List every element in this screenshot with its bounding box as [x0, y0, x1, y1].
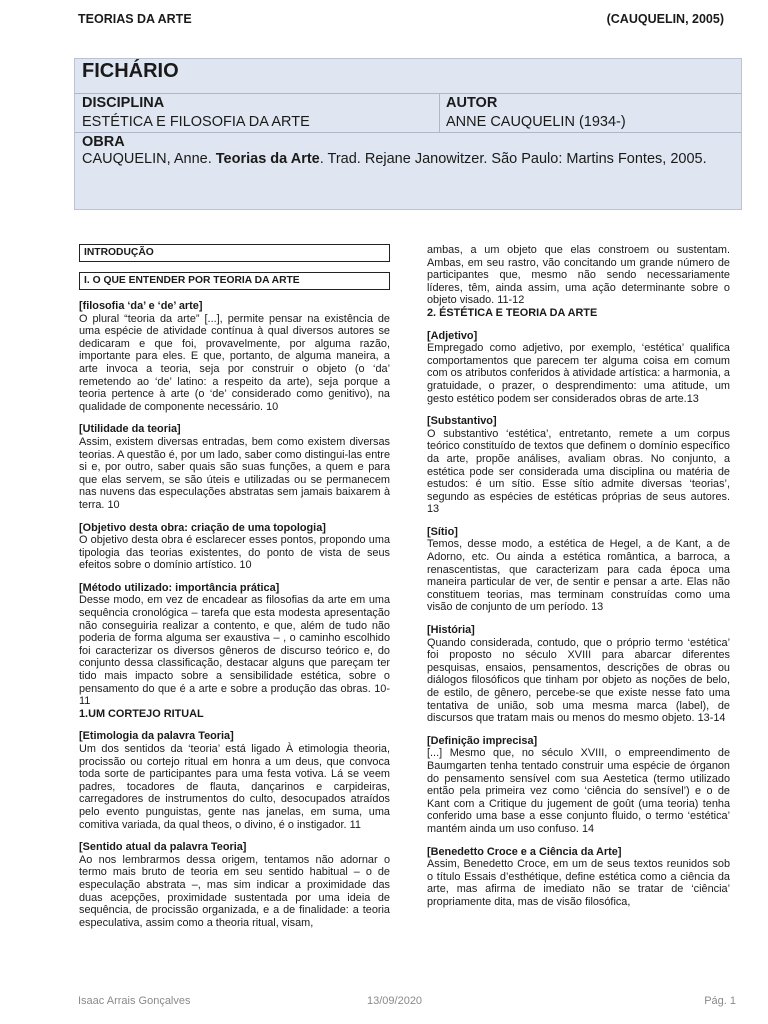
obra-author: CAUQUELIN, Anne. [82, 151, 216, 167]
obra-details: . Trad. Rejane Janowitzer. São Paulo: Martins Fontes, 2005. [319, 151, 707, 167]
paragraph: ambas, a um objeto que elas constroem ou sustentam. Ambas, em seu rastro, vão concitando um grande número de participantes que, mesmo não sendo necessariamente líderes, têm, ainda assim, uma ação determinante sobre o objeto visado. 11-12 [427, 244, 730, 307]
subheading: [filosofia ‘da’ e ‘de’ arte] [79, 300, 203, 312]
left-column [79, 244, 390, 929]
disciplina-value: ESTÉTICA E FILOSOFIA DA ARTE [82, 114, 310, 130]
paragraph: Empregado como adjetivo, por exemplo, ‘estética’ qualifica comportamentos que parecem ter alguma coisa em comum com os atributos conferidos à atividade artística: a harmonia, a gratuidade, o prazer, o desprendimento: uma atitude, um gesto estético podem ser considerados obras de arte.13 [427, 342, 730, 405]
section-heading-box: I. O QUE ENTENDER POR TEORIA DA ARTE [79, 272, 390, 290]
subheading: [Método utilizado: importância prática] [79, 581, 280, 594]
subheading: [Etimologia da palavra Teoria] [79, 730, 234, 743]
paragraph: Temos, desse modo, a estética de Hegel, a de Kant, a de Adorno, etc. Ou ainda a estética romântica, a barroca, a renascentistas, que caracterizam para cada época uma maneira particular de ver, de sentir e pensar a arte. Elas não constituem teorias, mas terminam construídas como uma visão de conjunto de um período. 13 [427, 538, 730, 614]
footer-author: Isaac Arrais Gonçalves [78, 995, 191, 1007]
subheading: [Definição imprecisa] [427, 734, 538, 747]
section-title: 2. ÉSTÉTICA E TEORIA DA ARTE [427, 306, 598, 319]
obra-reference [82, 149, 727, 169]
subheading: [Utilidade da teoria] [79, 423, 181, 436]
subheading: [Sentido atual da palavra Teoria] [79, 841, 247, 854]
paragraph: Quando considerada, contudo, que o próprio termo ‘estética’ foi proposto no século XVIII para abarcar diferentes pesquisas, ensaios, pensamentos, descrições de obras ou diálogos filosóficos que tinham por objeto as noções de belo, de estilo, de gênero, percebe-se que existe nesse fato uma tentativa de união, sob uma mesma marca (label), de discursos que tratam mais ou menos do mesmo objeto. 13-14 [427, 636, 730, 725]
divider [75, 93, 741, 94]
paragraph: Assim, Benedetto Croce, em um de seus textos reunidos sob o título Essais d’esthétique, define estética como a ciência da arte, mas afirma de imediato não se tratar de ‘ciência’ propriamente dita, mas de visão filosófica, [427, 858, 730, 908]
subheading: [Adjetivo] [427, 329, 478, 342]
paragraph: O objetivo desta obra é esclarecer esses pontos, propondo uma tipologia das teorias existentes, do ponto de vista de seus efeitos sobre o domínio artístico. 10 [79, 534, 390, 572]
subheading: [Benedetto Croce e a Ciência da Arte] [427, 845, 622, 858]
paragraph: Assim, existem diversas entradas, bem como existem diversas teorias. A questão é, por um lado, saber como distingui-las entre si e, por outro, saber quais são suas funções, a quem e para que elas servem, se são úteis e utilizadas ou se permanecem nas nuvens das especulações abstratas sem jamais baixarem à terra. 10 [79, 435, 390, 511]
card-title: FICHÁRIO [82, 60, 179, 82]
subheading: [Objetivo desta obra: criação de uma topologia] [79, 521, 326, 534]
paragraph: Desse modo, em vez de encadear as filosofias da arte em uma sequência cronológica – tarefa que esta modesta apresentação não conseguiria realizar a contento, e que, além de tudo não poderia de forma alguma ser exaustiva – , o caminho escolhido foi caracterizar os diversos gêneros de discurso teórico e, do conjunto dessa classificação, destacar alguns que pareçam ter tido mais impacto sobre a sensibilidade estética, sobre o pensamento do que é a arte e sobre a produção das obras. 10-11 [79, 594, 390, 708]
right-column [427, 244, 730, 909]
paragraph: O plural “teoria da arte” [...], permite pensar na existência de uma espécie de atividade contínua à qual diversos autores se dedicaram e que foi, provavelmente, por alguma razão, importante para eles. E que, portanto, de alguma maneira, a arte invoca a teoria, seja por construir o objeto (o ‘da’ remetendo ao ‘de’ latino: a respeito da arte), seja porque a teoria pertence à arte (o ‘de’ considerado como genitivo), na qualidade de componente necessário. 10 [79, 312, 390, 413]
autor-value: ANNE CAUQUELIN (1934-) [446, 114, 626, 130]
subheading: [História] [427, 624, 475, 637]
autor-label: AUTOR [446, 95, 498, 111]
footer-page-number: Pág. 1 [704, 995, 736, 1007]
subheading: [Sítio] [427, 525, 458, 538]
fichario-card [74, 58, 742, 210]
paragraph: Um dos sentidos da ‘teoria’ está ligado À etimologia theoria, procissão ou cortejo ritual em honra a um deus, que convoca toda sorte de participantes para uma festa votiva. Lá se veem padres, tocadores de flauta, dançarinos e carpideiras, carregadores de instrumentos do culto, desocupados atraídos pelo evento punguistas, gente nas janelas, em suma, uma comitiva variada, da qual theos, o divino, é o instigador. 11 [79, 743, 390, 831]
subheading: [Substantivo] [427, 415, 497, 428]
page-header [78, 12, 724, 28]
footer-date: 13/09/2020 [367, 995, 423, 1007]
header-title: TEORIAS DA ARTE [78, 12, 192, 26]
divider [439, 93, 440, 132]
header-citation: (CAUQUELIN, 2005) [606, 12, 724, 26]
obra-label: OBRA [82, 134, 125, 150]
paragraph: Ao nos lembrarmos dessa origem, tentamos não adornar o termo mais bruto de teoria em seu sentido habitual – o de especulação abstrata –, mas sim indicar a proximidade das duas acepções, proximidade sustentada por uma ideia de sequência, de procissão organizada, e a de finalidade: a teoria especulativa, assim como a theoria ritual, visam, [79, 853, 390, 929]
section-title: 1.UM CORTEJO RITUAL [79, 707, 204, 720]
divider [75, 132, 741, 133]
intro-heading-box: INTRODUÇÃO [79, 244, 390, 262]
obra-title: Teorias da Arte [215, 151, 320, 167]
disciplina-label: DISCIPLINA [82, 95, 165, 111]
paragraph: [...] Mesmo que, no século XVIII, o empreendimento de Baumgarten tenha tentado construir uma espécie de órganon do pensamento sensível com sua Aestetica (termo utilizado então pela primeira vez como ‘ciência do sensível’) e o de Kant com a Critique du jugement de goût (uma teoria) tenha conferido uma base a esse conjunto fluido, o termo ‘estética’ mantém ainda um uso confuso. 14 [427, 747, 730, 835]
paragraph: O substantivo ‘estética’, entretanto, remete a um corpus teórico constituído de textos que definem o domínio específico da arte, propõe análises, avaliam obras. No conjunto, a estética pode ser considerada uma disciplina ou matéria de estudos: é um sítio. Esse sítio admite diversas ‘teorias’, segundo as espécies de estéticas próprias de seus autores. 13 [427, 427, 730, 516]
